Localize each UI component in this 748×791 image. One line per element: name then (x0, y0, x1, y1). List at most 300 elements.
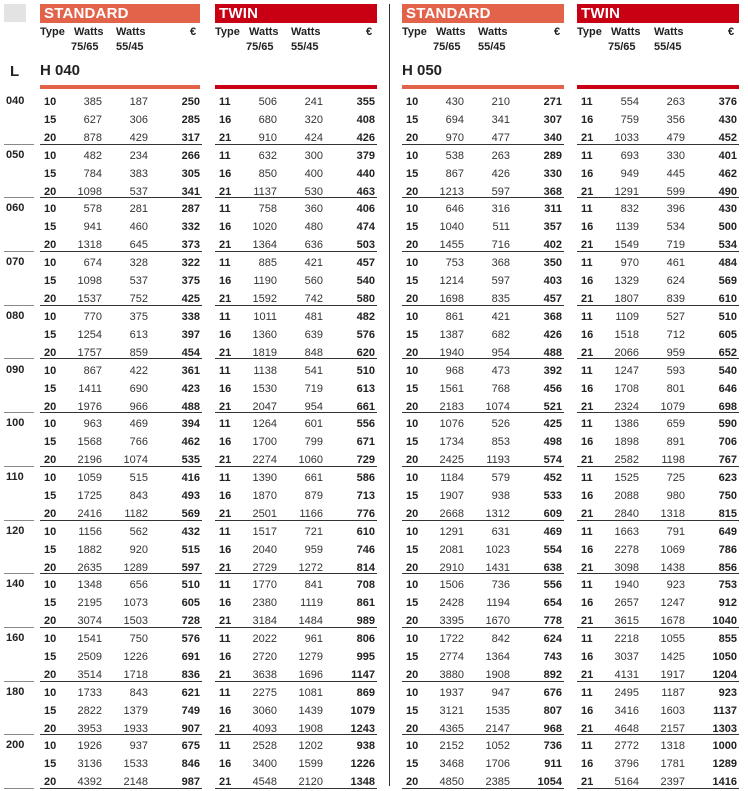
watts-5545-cell: 2385 (485, 776, 510, 789)
watts-7565-cell: 3416 (614, 704, 639, 717)
type-cell: 21 (219, 561, 232, 574)
price-cell: 322 (181, 257, 200, 270)
price-cell: 590 (718, 418, 737, 431)
watts-5545-cell: 2397 (660, 776, 685, 789)
type-cell: 15 (44, 328, 57, 341)
type-cell: 15 (44, 275, 57, 288)
watts-5545-cell: 768 (491, 382, 510, 395)
price-cell: 836 (181, 669, 200, 681)
table-row (402, 630, 564, 648)
watts-5545-cell: 328 (129, 257, 148, 270)
watts-7565-cell: 1518 (614, 328, 639, 341)
watts-5545-cell: 421 (491, 310, 510, 323)
watts-7565-cell: 2509 (77, 651, 102, 663)
type-cell: 11 (219, 310, 231, 323)
watts-5545-cell: 1055 (660, 633, 685, 645)
table-row (215, 147, 377, 165)
table-row (215, 165, 377, 183)
watts-7565-cell: 2720 (252, 651, 277, 663)
watts-7565-cell: 3184 (252, 615, 277, 628)
price-cell: 691 (181, 651, 200, 663)
value-table (402, 362, 564, 416)
type-cell: 10 (44, 579, 57, 592)
price-cell: 609 (543, 507, 562, 520)
price-cell: 576 (181, 633, 200, 645)
watts-7565-cell: 2274 (252, 454, 277, 467)
watts-7565-cell: 4365 (439, 722, 464, 735)
price-cell: 815 (718, 507, 737, 520)
type-cell: 15 (44, 221, 57, 234)
table-row (215, 576, 377, 594)
col-7565-header: 75/65 (246, 41, 274, 53)
watts-5545-cell: 306 (129, 114, 148, 126)
watts-5545-cell: 396 (666, 203, 685, 216)
price-cell: 610 (356, 525, 375, 538)
watts-5545-cell: 445 (666, 167, 685, 180)
table-row (402, 487, 564, 505)
watts-5545-cell: 2147 (485, 722, 510, 735)
price-cell: 463 (356, 185, 375, 198)
watts-7565-cell: 1137 (253, 185, 277, 198)
price-cell: 750 (718, 489, 737, 502)
price-cell: 1303 (712, 722, 737, 735)
table-row (402, 523, 564, 541)
type-cell: 15 (406, 651, 419, 663)
watts-5545-cell: 791 (666, 525, 685, 538)
size-group (0, 574, 385, 628)
table-row (402, 326, 564, 344)
watts-7565-cell: 758 (258, 203, 277, 216)
table-row (40, 576, 202, 594)
type-cell: 15 (406, 114, 419, 126)
type-cell: 10 (44, 633, 57, 645)
type-cell: 16 (581, 114, 594, 126)
price-cell: 452 (718, 132, 737, 144)
size-label: 080 (6, 309, 25, 322)
value-table (40, 200, 202, 254)
size-label: 040 (6, 95, 25, 107)
watts-5545-cell: 263 (491, 149, 510, 162)
price-cell: 767 (718, 454, 737, 467)
price-cell: 498 (543, 436, 562, 449)
watts-5545-cell: 736 (491, 579, 510, 592)
price-cell: 912 (718, 597, 737, 610)
price-cell: 452 (543, 471, 562, 484)
watts-7565-cell: 1722 (439, 633, 464, 645)
price-cell: 355 (356, 96, 375, 108)
watts-5545-cell: 560 (304, 275, 323, 288)
watts-7565-cell: 1757 (77, 346, 102, 359)
watts-7565-cell: 867 (445, 167, 464, 180)
size-group (0, 521, 385, 575)
type-cell: 10 (44, 525, 57, 538)
type-cell: 20 (406, 561, 419, 574)
table-row (402, 648, 564, 666)
watts-7565-cell: 1940 (614, 579, 639, 592)
size-group (394, 413, 748, 467)
watts-5545-cell: 725 (666, 471, 685, 484)
watts-7565-cell: 2425 (439, 454, 464, 467)
watts-7565-cell: 1530 (252, 382, 277, 395)
price-cell: 1137 (713, 704, 737, 717)
price-cell: 907 (181, 722, 200, 735)
watts-5545-cell: 527 (666, 310, 685, 323)
watts-7565-cell: 1940 (439, 346, 464, 359)
watts-7565-cell: 1708 (614, 382, 639, 395)
type-cell: 11 (581, 203, 593, 216)
model-title: H 050 (402, 62, 443, 79)
type-cell: 11 (581, 364, 593, 377)
type-cell: 10 (406, 203, 419, 216)
watts-7565-cell: 759 (620, 114, 639, 126)
price-cell: 266 (181, 149, 200, 162)
watts-7565-cell: 2066 (614, 346, 639, 359)
price-cell: 698 (718, 400, 737, 413)
watts-5545-cell: 526 (491, 418, 510, 431)
watts-7565-cell: 2774 (439, 651, 464, 663)
type-cell: 15 (44, 114, 57, 126)
type-cell: 11 (581, 579, 593, 592)
price-cell: 661 (356, 400, 375, 413)
size-label: 060 (6, 202, 25, 215)
price-cell: 623 (718, 471, 737, 484)
table-row (577, 469, 739, 487)
value-table (402, 415, 564, 469)
type-cell: 15 (406, 221, 419, 234)
price-cell: 375 (181, 275, 200, 288)
standard-stripe (40, 85, 200, 89)
watts-5545-cell: 429 (129, 132, 148, 144)
watts-5545-cell: 1503 (123, 615, 148, 628)
price-cell: 376 (718, 96, 737, 108)
table-row (402, 594, 564, 612)
price-cell: 307 (543, 114, 562, 126)
price-cell: 676 (543, 686, 562, 699)
table-row (40, 469, 202, 487)
price-cell: 938 (356, 740, 375, 753)
watts-5545-cell: 1603 (660, 704, 685, 717)
watts-7565-cell: 3395 (439, 615, 464, 628)
type-cell: 20 (44, 561, 57, 574)
type-cell: 20 (406, 400, 419, 413)
type-cell: 16 (219, 436, 232, 449)
value-table (577, 362, 739, 416)
watts-7565-cell: 1076 (439, 418, 464, 431)
watts-7565-cell: 4648 (614, 722, 639, 735)
watts-5545-cell: 1599 (298, 758, 323, 771)
watts-5545-cell: 954 (491, 346, 510, 359)
table-row (577, 272, 739, 290)
type-cell: 21 (581, 722, 594, 735)
type-cell: 16 (219, 651, 232, 663)
watts-7565-cell: 2840 (614, 507, 639, 520)
value-table (577, 523, 739, 577)
price-cell: 624 (543, 633, 562, 645)
watts-5545-cell: 320 (304, 114, 323, 126)
type-cell: 16 (219, 489, 232, 502)
size-divider (4, 788, 34, 789)
group-divider (215, 788, 377, 789)
watts-7565-cell: 1517 (252, 525, 277, 538)
type-cell: 10 (406, 149, 419, 162)
table-row (215, 684, 377, 702)
watts-7565-cell: 1348 (77, 579, 102, 592)
type-cell: 21 (219, 615, 232, 628)
watts-5545-cell: 1289 (123, 561, 148, 574)
price-cell: 440 (356, 167, 375, 180)
price-cell: 786 (718, 543, 737, 556)
watts-7565-cell: 4093 (252, 722, 277, 735)
type-cell: 15 (406, 167, 419, 180)
table-row (402, 541, 564, 559)
col-watts2-header: Watts (478, 26, 508, 38)
watts-5545-cell: 424 (304, 132, 323, 144)
watts-5545-cell: 690 (129, 382, 148, 395)
watts-7565-cell: 2635 (77, 561, 102, 574)
col-watts2-header: Watts (291, 26, 321, 38)
price-cell: 569 (718, 275, 737, 288)
type-cell: 21 (219, 454, 232, 467)
watts-5545-cell: 853 (491, 436, 510, 449)
size-group (0, 360, 385, 414)
watts-7565-cell: 1059 (77, 471, 102, 484)
watts-5545-cell: 375 (129, 310, 148, 323)
type-cell: 11 (581, 310, 593, 323)
table-row (577, 165, 739, 183)
col-5545-header: 55/45 (654, 41, 682, 53)
price-cell: 311 (544, 203, 562, 216)
price-cell: 671 (356, 436, 375, 449)
watts-7565-cell: 538 (445, 149, 464, 162)
size-group (0, 467, 385, 521)
price-cell: 357 (543, 221, 562, 234)
watts-7565-cell: 1592 (252, 293, 277, 306)
table-row (40, 165, 202, 183)
type-cell: 21 (219, 400, 232, 413)
watts-5545-cell: 480 (304, 221, 323, 234)
col-price-header: € (366, 26, 373, 38)
watts-5545-cell: 1187 (661, 686, 685, 699)
price-cell: 649 (718, 525, 737, 538)
value-table (402, 308, 564, 362)
watts-5545-cell: 659 (666, 418, 685, 431)
size-label: 180 (6, 685, 25, 698)
table-row (402, 308, 564, 326)
watts-5545-cell: 1917 (660, 669, 685, 681)
table-row (577, 541, 739, 559)
table-row (215, 433, 377, 451)
type-cell: 21 (581, 239, 594, 252)
price-cell: 368 (543, 310, 562, 323)
watts-5545-cell: 682 (491, 328, 510, 341)
value-table (577, 576, 739, 630)
watts-5545-cell: 766 (129, 436, 148, 449)
watts-7565-cell: 941 (83, 221, 102, 234)
type-cell: 11 (581, 525, 593, 538)
watts-5545-cell: 534 (666, 221, 685, 234)
price-cell: 753 (718, 579, 737, 592)
price-cell: 654 (543, 597, 562, 610)
price-cell: 510 (718, 310, 737, 323)
type-cell: 11 (581, 96, 593, 108)
watts-7565-cell: 1190 (253, 275, 277, 288)
value-table (577, 415, 739, 469)
size-group (394, 145, 748, 199)
watts-7565-cell: 1882 (77, 543, 102, 556)
watts-7565-cell: 2275 (252, 686, 277, 699)
watts-7565-cell: 3615 (614, 615, 639, 628)
watts-7565-cell: 2088 (614, 489, 639, 502)
watts-5545-cell: 1060 (298, 454, 323, 467)
watts-5545-cell: 613 (129, 328, 148, 341)
type-cell: 10 (406, 96, 419, 108)
price-cell: 1040 (712, 615, 737, 628)
price-cell: 646 (718, 382, 737, 395)
price-cell: 556 (543, 579, 562, 592)
type-cell: 15 (44, 436, 57, 449)
type-cell: 16 (581, 436, 594, 449)
watts-7565-cell: 2910 (439, 561, 464, 574)
price-cell: 338 (181, 310, 200, 323)
watts-5545-cell: 1081 (298, 686, 323, 699)
type-cell: 20 (44, 722, 57, 735)
price-cell: 423 (181, 382, 200, 395)
watts-7565-cell: 970 (445, 132, 464, 144)
watts-7565-cell: 1819 (252, 346, 277, 359)
price-cell: 535 (181, 454, 200, 467)
price-cell: 869 (356, 686, 375, 699)
watts-5545-cell: 1279 (298, 651, 323, 663)
type-cell: 15 (44, 543, 57, 556)
table-row (40, 380, 202, 398)
value-table (402, 147, 564, 201)
watts-5545-cell: 1718 (123, 669, 148, 681)
table-row (215, 523, 377, 541)
table-row (577, 200, 739, 218)
value-table (577, 737, 739, 791)
type-cell: 21 (581, 454, 594, 467)
watts-7565-cell: 3400 (252, 758, 277, 771)
col-watts2-header: Watts (116, 26, 146, 38)
price-cell: 1243 (350, 722, 375, 735)
watts-7565-cell: 2657 (614, 597, 639, 610)
watts-7565-cell: 694 (445, 114, 464, 126)
watts-5545-cell: 481 (304, 310, 323, 323)
type-cell: 10 (406, 525, 419, 538)
value-table (40, 684, 202, 738)
type-cell: 21 (219, 239, 232, 252)
watts-7565-cell: 578 (83, 203, 102, 216)
price-cell: 892 (543, 669, 562, 681)
table-row (40, 630, 202, 648)
table-row (40, 755, 202, 773)
price-cell: 923 (718, 686, 737, 699)
watts-5545-cell: 937 (129, 740, 148, 753)
price-cell: 250 (181, 96, 200, 108)
type-cell: 15 (44, 704, 57, 717)
watts-5545-cell: 879 (304, 489, 323, 502)
table-row (215, 272, 377, 290)
size-group (0, 252, 385, 306)
standard-band: STANDARD (402, 4, 564, 23)
table-row (40, 93, 202, 111)
watts-5545-cell: 859 (129, 346, 148, 359)
watts-5545-cell: 356 (666, 114, 685, 126)
table-row (577, 326, 739, 344)
table-row (577, 218, 739, 236)
watts-7565-cell: 2668 (439, 507, 464, 520)
watts-5545-cell: 1933 (123, 722, 148, 735)
watts-5545-cell: 599 (666, 185, 685, 198)
type-cell: 20 (406, 132, 419, 144)
watts-7565-cell: 1254 (77, 328, 102, 341)
type-cell: 15 (44, 489, 57, 502)
table-row (402, 415, 564, 433)
price-cell: 989 (356, 615, 375, 628)
watts-7565-cell: 1937 (439, 686, 464, 699)
table-row (577, 684, 739, 702)
size-label: 100 (6, 417, 25, 430)
watts-7565-cell: 1807 (614, 293, 639, 306)
watts-5545-cell: 562 (129, 525, 148, 538)
price-cell: 749 (181, 704, 200, 717)
value-table (40, 576, 202, 630)
table-row (40, 147, 202, 165)
watts-7565-cell: 1386 (614, 418, 639, 431)
table-row (402, 380, 564, 398)
watts-5545-cell: 1318 (660, 740, 685, 753)
table-row (40, 487, 202, 505)
watts-7565-cell: 2152 (439, 740, 464, 753)
twin-stripe (215, 85, 377, 89)
group-divider (402, 788, 564, 789)
value-table (215, 737, 377, 791)
price-cell: 1226 (350, 758, 375, 771)
price-cell: 1147 (351, 669, 375, 681)
type-cell: 16 (581, 758, 594, 771)
watts-7565-cell: 1549 (614, 239, 639, 252)
watts-5545-cell: 2157 (660, 722, 685, 735)
price-cell: 713 (356, 489, 375, 502)
value-table (215, 684, 377, 738)
watts-5545-cell: 801 (666, 382, 685, 395)
watts-5545-cell: 959 (304, 543, 323, 556)
watts-7565-cell: 1364 (252, 239, 277, 252)
table-row (577, 380, 739, 398)
watts-7565-cell: 1561 (439, 382, 464, 395)
size-group (394, 574, 748, 628)
table-row (402, 200, 564, 218)
price-cell: 503 (356, 239, 375, 252)
price-cell: 379 (356, 149, 375, 162)
value-table (215, 93, 377, 147)
watts-7565-cell: 1387 (439, 328, 464, 341)
watts-7565-cell: 5164 (614, 776, 639, 789)
size-label: 070 (6, 256, 25, 269)
watts-7565-cell: 2183 (439, 400, 464, 413)
watts-7565-cell: 968 (445, 364, 464, 377)
watts-7565-cell: 1214 (439, 275, 464, 288)
watts-7565-cell: 2022 (252, 633, 277, 645)
col-type-header: Type (215, 26, 240, 38)
col-type-header: Type (40, 26, 65, 38)
watts-5545-cell: 422 (129, 364, 148, 377)
watts-5545-cell: 1194 (486, 597, 510, 610)
table-row (40, 737, 202, 755)
size-group (394, 360, 748, 414)
watts-5545-cell: 920 (129, 543, 148, 556)
watts-5545-cell: 477 (491, 132, 510, 144)
